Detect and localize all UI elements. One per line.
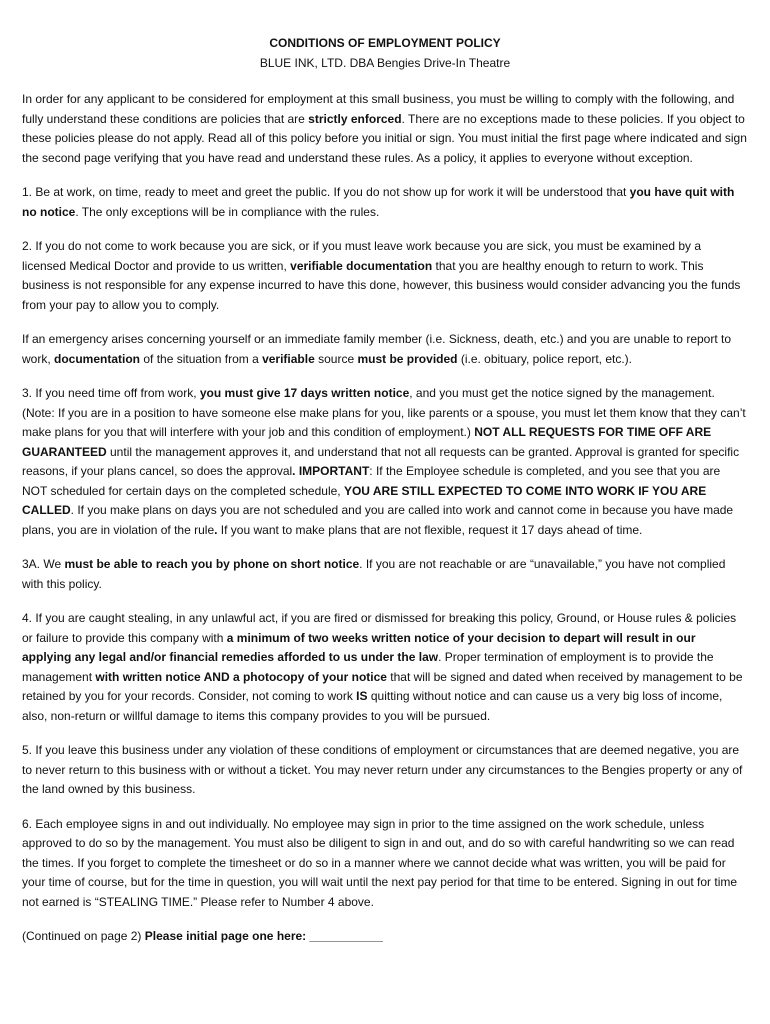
rule-4-text-2: . Proper termination of employment is to provide the management <box>22 650 714 684</box>
rule-1-paragraph <box>22 183 748 222</box>
rule-4-paragraph <box>22 609 748 726</box>
rule-3-text-2: , and you must get the notice signed by the management. (Note: If you are in a position to have someone else make plans for you, like parents or a spouse, you must let them know that they can’t make plans for you that will interfere with your job and this condition of employment.) <box>22 386 746 439</box>
rule-1-bold: you have quit with no notice <box>22 185 735 219</box>
rule-2-bold: verifiable documentation <box>290 258 433 273</box>
document-subtitle: BLUE INK, LTD. DBA Bengies Drive-In Theatre <box>259 56 511 70</box>
rule-3-bold-1: you must give 17 days written notice <box>199 386 410 400</box>
emergency-bold-2: verifiable <box>262 351 315 366</box>
initial-field-label[interactable]: Please initial page one here: ___________ <box>144 929 383 943</box>
rule-4-text-1: 4. If you are caught stealing, in any unlawful act, if you are fired or dismissed for breaking this policy, Ground, or House rules & policies or failure to provide this company with <box>22 611 737 645</box>
rule-3-text-6: If you want to make plans that are not flexible, request it 17 days ahead of time. <box>217 522 643 537</box>
intro-text-1: In order for any applicant to be considered for employment at this small business, you must be willing to comply with the following, and fully understand these conditions are policies that are <box>22 92 735 126</box>
rule-4-bold-is: IS <box>356 689 368 703</box>
emergency-text-4: (i.e. obituary, police report, etc.). <box>457 351 632 366</box>
intro-text-2: . There are no exceptions made to these policies. If you object to these policies please do not apply. Read all of this policy before you initial or sign. You must initial the first page where indicated and sign the second page verifying that you have read and understand these rules. As a policy, it applies to everyone without exception. <box>22 111 747 165</box>
rule-3-paragraph <box>22 384 748 540</box>
document-title: CONDITIONS OF EMPLOYMENT POLICY <box>269 36 501 50</box>
rule-3-bold-period: . <box>214 522 218 537</box>
emergency-bold-1: documentation <box>54 351 141 366</box>
rule-3a-text-1: 3A. We <box>22 557 65 571</box>
rule-3a-bold: must be able to reach you by phone on short notice <box>64 557 360 571</box>
footer-continued: (Continued on page 2) <box>22 929 145 943</box>
rule-4-bold-2: with written notice AND a photocopy of your notice <box>95 669 387 684</box>
rule-3-bold-2: NOT ALL REQUESTS FOR TIME OFF ARE GUARANTEED <box>22 425 712 459</box>
rule-3-bold-important: . IMPORTANT <box>292 464 370 478</box>
rule-2-text-2: that you are healthy enough to return to work. This business is not responsible for any expense incurred to have this done, however, this business would consider advancing you the funds from your pay to allow you to comply. <box>22 258 741 312</box>
rule-2-paragraph <box>22 237 748 315</box>
rule-4-text-3: that will be signed and dated when received by management to be retained by you for your records. Consider, not coming to work <box>22 669 743 703</box>
rule-3a-paragraph <box>22 555 748 594</box>
rule-4-bold-1: a minimum of two weeks written notice of your decision to depart will result in our applying any legal and/or financial remedies afforded to us under the law <box>22 630 696 664</box>
emergency-paragraph <box>22 330 748 369</box>
intro-strictly-enforced: strictly enforced <box>308 111 402 126</box>
emergency-bold-3: must be provided <box>357 351 458 366</box>
rule-3-text-5: . If you make plans on days you are not scheduled and you are called into work and cannot come in because you have made plans, you are in violation of the rule <box>22 503 734 537</box>
rule-6-paragraph: 6. Each employee signs in and out individually. No employee may sign in prior to the time assigned on the work schedule, unless approved to do so by the management. You must also be diligent to sign in and out, and do so with careful handwriting so we can read the times. If you forget to complete the timesheet or do so in a manner where we cannot decide what was written, you will be paid for your time of course, but for the time in question, you will wait until the next pay period for that time to be entered. Signing in out for time not earned is “STEALING TIME.” Please refer to Number 4 above. <box>22 816 738 909</box>
emergency-text-2: of the situation from a <box>140 351 263 366</box>
rule-3-bold-3: YOU ARE STILL EXPECTED TO COME INTO WORK IF YOU ARE CALLED <box>22 483 707 517</box>
footer-line <box>22 927 748 947</box>
rule-4-text-4: quitting without notice and can cause us a very big loss of income, also, non-return or willful damage to items this company provides to you will be pursued. <box>22 689 723 723</box>
emergency-text-1: If an emergency arises concerning yourself or an immediate family member (i.e. Sickness, death, etc.) and you are unable to report to work, <box>22 332 732 366</box>
emergency-text-3: source <box>314 351 358 366</box>
rule-1-text-1: 1. Be at work, on time, ready to meet and greet the public. If you do not show up for work it will be understood that <box>22 185 630 199</box>
rule-2-text-1: 2. If you do not come to work because you are sick, or if you must leave work because you are sick, you must be examined by a licensed Medical Doctor and provide to us written, <box>22 239 702 273</box>
rule-3-text-1: 3. If you need time off from work, <box>22 386 200 400</box>
rule-1-text-2: . The only exceptions will be in compliance with the rules. <box>75 204 380 219</box>
rule-3a-text-2: . If you are not reachable or are “unavailable,” you have not complied with this policy. <box>22 557 726 591</box>
rule-3-text-3: until the management approves it, and understand that not all requests can be granted. Approval is granted for specific reasons, if your plans cancel, so does the approval <box>22 444 740 478</box>
rule-5-paragraph: 5. If you leave this business under any violation of these conditions of employment or circumstances that are deemed negative, you are to never return to this business with or without a ticket. You may never return under any circumstances to the Bengies property or any of the land owned by this business. <box>22 743 743 796</box>
intro-paragraph <box>22 90 748 168</box>
rule-3-text-4: : If the Employee schedule is completed, and you see that you are NOT scheduled for certain days on the completed schedule, <box>22 464 721 498</box>
